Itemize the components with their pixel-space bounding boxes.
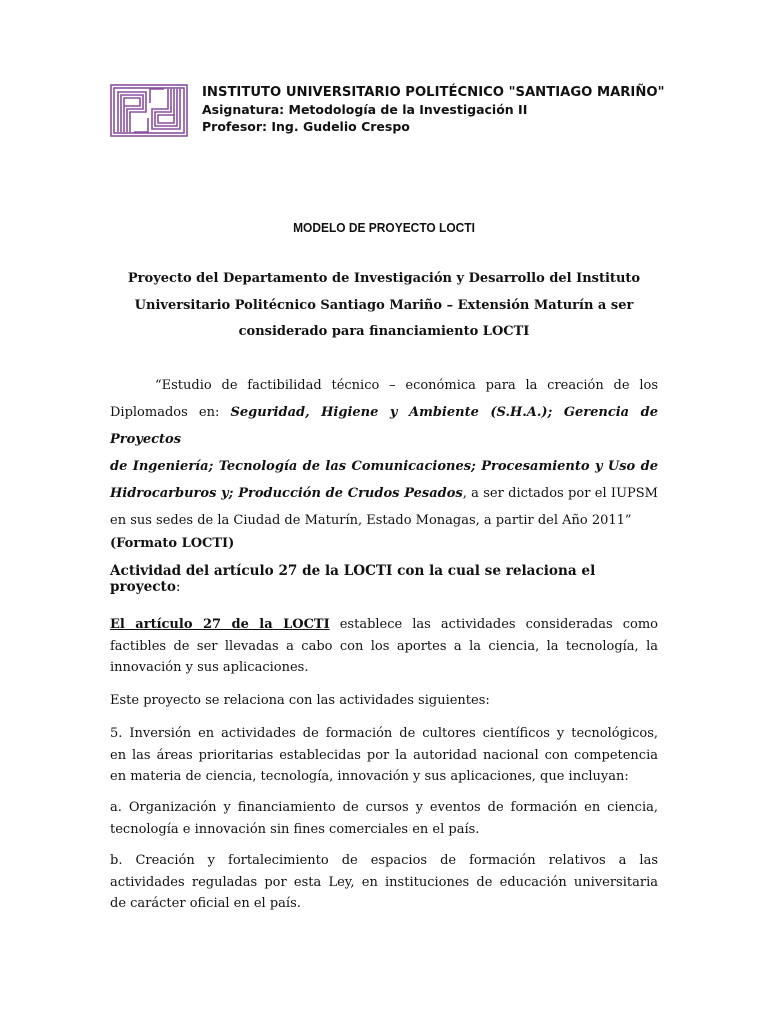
quote-line bbox=[110, 399, 658, 453]
paragraph-line: 5. Inversión en actividades de formación de cultores científicos y tecnológicos, bbox=[110, 726, 658, 741]
quote-text: , a ser dictados por el IUPSM bbox=[462, 486, 658, 501]
quote-line bbox=[110, 453, 658, 480]
paragraph-line: actividades reguladas por esta Ley, en instituciones de educación universitaria bbox=[110, 874, 658, 890]
quote-text: Diplomados en: bbox=[110, 405, 231, 420]
paragraph-line: en las áreas prioritarias establecidas por la autoridad nacional con competencia bbox=[110, 747, 658, 763]
document-title: MODELO DE PROYECTO LOCTI bbox=[293, 220, 475, 235]
paragraph-line: a. Organización y financiamiento de cursos y eventos de formación en ciencia, bbox=[110, 800, 658, 815]
format-label: (Formato LOCTI) bbox=[110, 536, 235, 551]
paragraph-line: innovación y sus aplicaciones. bbox=[110, 660, 309, 675]
paragraph-line: en materia de ciencia, tecnología, innovación y sus aplicaciones, que incluyan: bbox=[110, 769, 629, 784]
activity-heading-text: Actividad del artículo 27 de la LOCTI con la cual se relaciona el proyecto bbox=[110, 563, 596, 595]
paragraph-article-27 bbox=[110, 614, 658, 679]
quote-text: “Estudio de factibilidad técnico – económica para la creación de los bbox=[155, 378, 658, 393]
quote-emphasis: Seguridad, Higiene y Ambiente (S.H.A.); Gerencia de Proyectos bbox=[110, 405, 658, 447]
subject-line: Asignatura: Metodología de la Investigación II bbox=[202, 102, 528, 117]
paragraph-item-a bbox=[110, 797, 658, 840]
paragraph-line bbox=[110, 614, 658, 636]
quote-line bbox=[110, 507, 658, 534]
paragraph-related-activities bbox=[110, 690, 658, 712]
document-header bbox=[202, 84, 664, 135]
quote-emphasis: Hidrocarburos y; Producción de Crudos Pesados bbox=[110, 486, 463, 501]
paragraph-line: Este proyecto se relaciona con las actividades siguientes: bbox=[110, 693, 490, 708]
paragraph-line: de carácter oficial en el país. bbox=[110, 896, 301, 911]
subtitle-line: considerado para financiamiento LOCTI bbox=[238, 324, 530, 339]
subtitle-line: Universitario Politécnico Santiago Mariño – Extensión Maturín a ser bbox=[134, 297, 634, 313]
project-quote bbox=[110, 372, 658, 534]
paragraph-text: establece las actividades consideradas como bbox=[329, 617, 658, 632]
activity-heading bbox=[110, 563, 658, 595]
article-27-link[interactable]: El artículo 27 de la LOCTI bbox=[110, 617, 330, 632]
institution-name: INSTITUTO UNIVERSITARIO POLITÉCNICO "SANTIAGO MARIÑO" bbox=[202, 85, 665, 100]
institute-logo-icon bbox=[110, 84, 188, 137]
quote-line bbox=[110, 372, 658, 399]
paragraph-line: tecnología e innovación sin fines comerciales en el país. bbox=[110, 821, 480, 837]
activity-colon: : bbox=[175, 579, 181, 595]
quote-text: en sus sedes de la Ciudad de Maturín, Estado Monagas, a partir del Año 2011” bbox=[110, 513, 632, 528]
quote-line bbox=[110, 480, 658, 507]
quote-emphasis: de Ingeniería; Tecnología de las Comunicaciones; Procesamiento y Uso de bbox=[110, 459, 658, 474]
professor-line: Profesor: Ing. Gudelio Crespo bbox=[202, 119, 410, 134]
subtitle-line: Proyecto del Departamento de Investigación y Desarrollo del Instituto bbox=[127, 271, 641, 286]
paragraph-item-b bbox=[110, 850, 658, 915]
paragraph-item-5 bbox=[110, 723, 658, 788]
paragraph-line: factibles de ser llevadas a cabo con los aportes a la ciencia, la tecnología, la bbox=[110, 638, 658, 654]
project-subtitle bbox=[110, 266, 658, 346]
paragraph-line: b. Creación y fortalecimiento de espacios de formación relativos a las bbox=[110, 853, 658, 868]
